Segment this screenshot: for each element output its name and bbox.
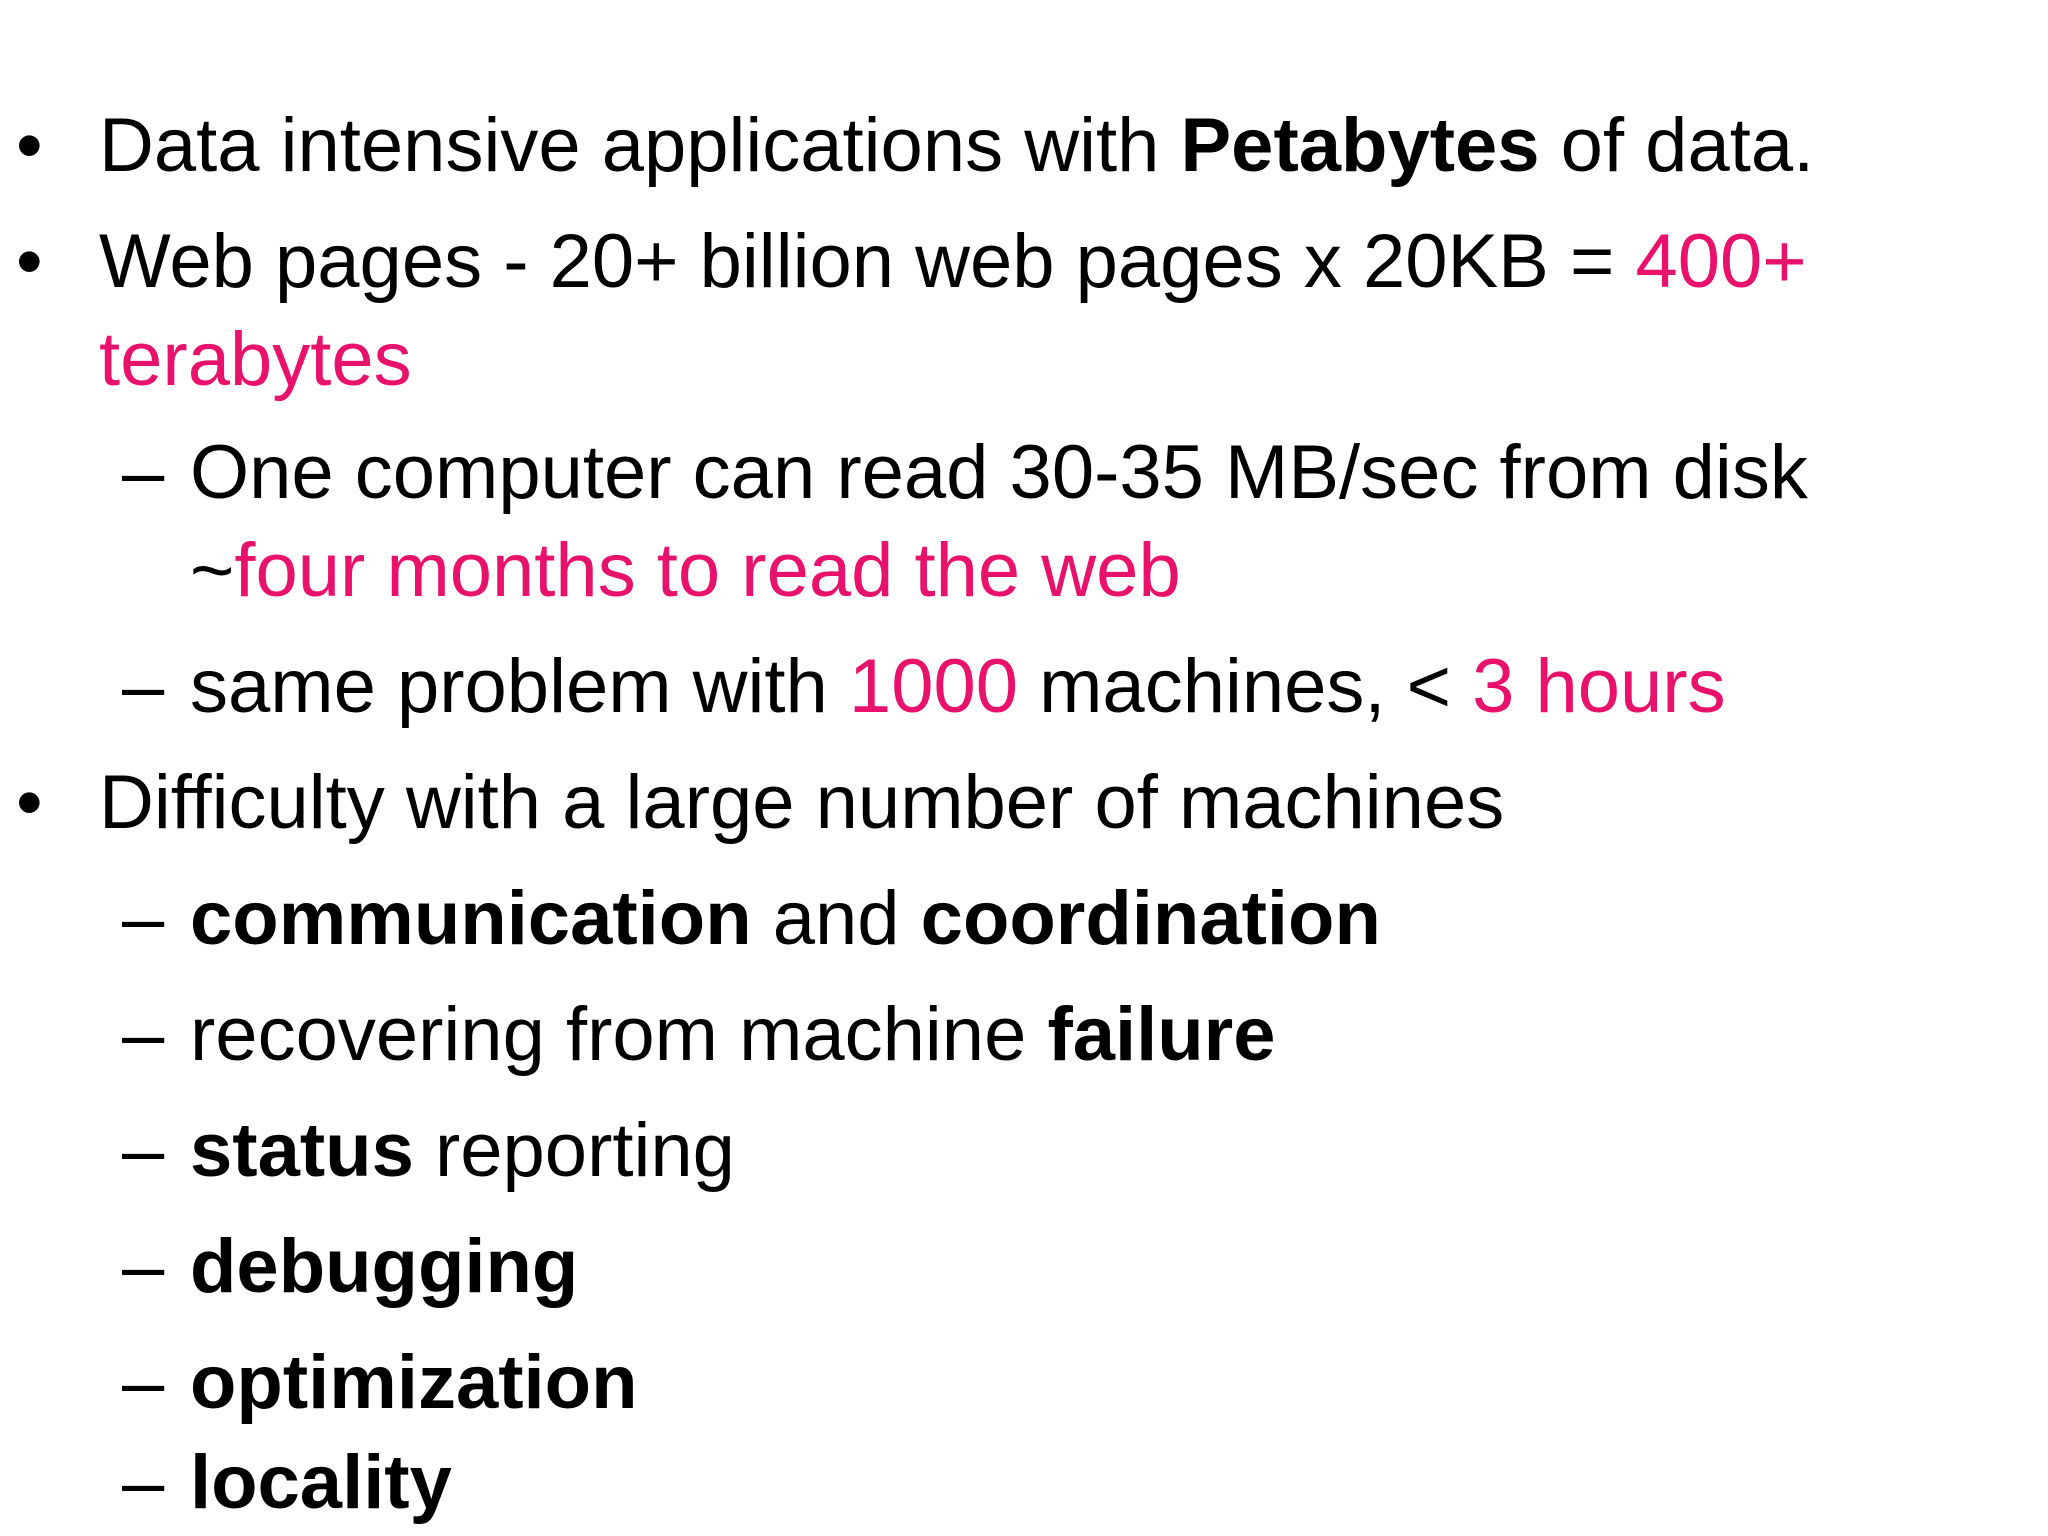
bold-segment: failure [1047,992,1276,1077]
highlight-segment: 1000 [848,644,1018,729]
bold-segment: debugging [190,1224,579,1309]
dash-text [190,876,1381,961]
text-segment: same problem with [190,644,849,729]
dash-text [190,1224,579,1309]
dash-text [190,644,1726,729]
bullet-text [99,103,1815,188]
text-segment: recovering from machine [190,992,1048,1077]
bullet-text [99,219,1807,304]
dash-marker: – [122,1108,165,1193]
dash-marker: – [122,430,165,515]
bullet-marker: • [16,760,43,845]
bold-segment: coordination [920,876,1381,961]
highlight-segment: 400+ [1635,219,1807,304]
bullet-marker: • [16,103,43,188]
dash-marker: – [122,992,165,1077]
bullet-marker: • [16,219,43,304]
text-segment: and [751,876,921,961]
text-segment: Data intensive applications with [99,103,1181,188]
text-segment: One computer can read 30-35 MB/sec from disk [190,430,1808,515]
dash-marker: – [122,1224,165,1309]
text-segment: Web pages - 20+ billion web pages x 20KB = [99,219,1636,304]
bold-segment: communication [190,876,752,961]
bold-segment: Petabytes [1180,103,1540,188]
highlight-segment: 3 hours [1472,644,1726,729]
bold-segment: status [190,1108,414,1193]
dash-text [190,992,1276,1077]
text-segment: reporting [413,1108,735,1193]
text-segment: ~ [190,528,235,613]
dash-text [190,1108,735,1193]
dash-text [190,528,1181,613]
bullet-text [99,760,1505,845]
dash-marker: – [122,1440,165,1525]
dash-marker: – [122,644,165,729]
text-segment: machines, < [1018,644,1473,729]
bold-segment: optimization [190,1340,638,1425]
dash-marker: – [122,1340,165,1425]
text-segment: Difficulty with a large number of machines [99,760,1505,845]
highlight-segment: four months to read the web [234,528,1181,613]
dash-marker: – [122,876,165,961]
dash-text [190,1440,452,1525]
text-segment: of data. [1539,103,1815,188]
highlight-segment: terabytes [99,317,412,402]
bullet-text [99,317,412,402]
dash-text [190,1340,638,1425]
bold-segment: locality [190,1440,452,1525]
dash-text [190,430,1808,515]
